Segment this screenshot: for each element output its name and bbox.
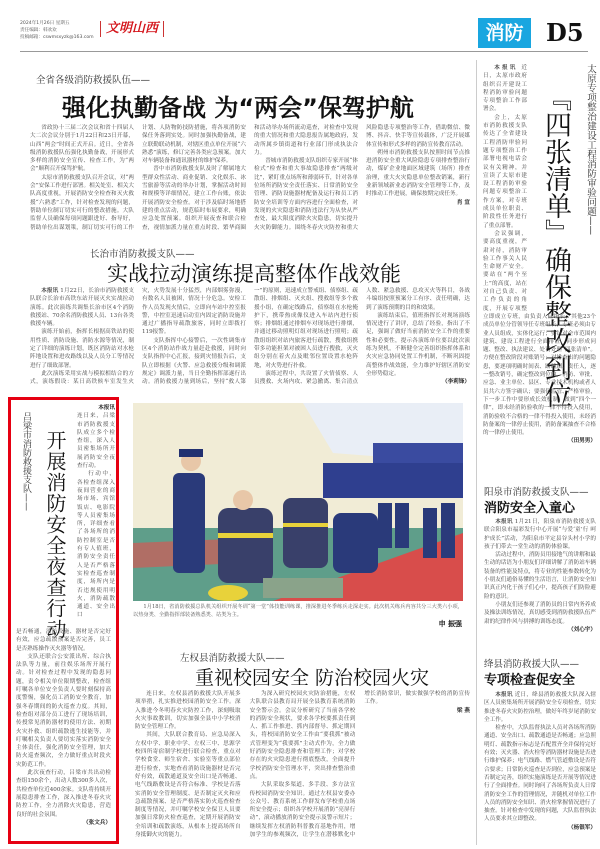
lead-tag: 本报讯 <box>495 692 513 698</box>
paragraph: 活动过程中，消防员用接地气的讲解和最生动的话语为小朋友们详细讲解了消防站车辆装备的性能及特点，将专业的性能参数转化为小朋友们通俗易懂的生活语言，让消防安全知识真正内化于孩子们心中，提高孩子们防险避险的意识。 <box>484 552 596 600</box>
lvliang-headline: 开展消防安全夜查行动 <box>43 430 67 640</box>
lead-tag: 本报讯 <box>494 65 518 71</box>
caption-text: 1月18日，省消防救援总队机关组织开展冬训“第一堂”体技能训练课，推深推进冬季练兵走深走实。此次机关练兵内容共分三大类六小项，以热身类、全勤指挥部装备熟悉类、站类为主。 <box>133 604 463 618</box>
paragraph: 晋中市消防救援支队及时了解属地大型群众性活动、商业促销、文化娱乐、冰雪旅游等活动的举办计划，掌握活动时间和规模等详细情况，建立工作台账，依法开展消防安全检查。对于涉及临时场地搭建的重点活动，规范临时布展要求，明确应急处置预案。组织开展夜查和联合检查，视情加派力量在重点时段、繁华商圈和活动举办场所流动巡查，对检查中发现的重大情况和重大隐患报告属地政府，发动所属乡镇街道和行业部门形成执法合力。 <box>142 125 358 231</box>
firefighter-training-image <box>133 403 463 601</box>
paragraph: 近日，绛县消防救援大队深入辖区人员密集场所开展消防安全专项检查，切实推进冬春火灾防控治理，做好年终岁尾消防安全工作。 <box>484 692 596 723</box>
jiangxian-headline: 专项检查促安全 <box>484 673 576 688</box>
paragraph: 此次夜查行动，吕梁市共出动检查组150余个，出动人数300多人次，共检查单位近400余家。支队将持续开展隐患排查工作，深入推进冬春火灾防控工作，全力消除火灾隐患，营造良好的社会氛围。 <box>16 770 111 818</box>
header-rule <box>20 51 588 52</box>
newspaper-logo: 文明山西 <box>100 21 164 37</box>
paragraph: 此次演练采用实战与模拟相结合的方式，演练假设：某日高铁候车室发生火灾，火势发展十分猛烈，内部烟雾弥漫，有数名人员被困，情况十分危急。安检工作人员发现火情后，立即向车站中控室报警，中控室迅速启动室内固定消防设施并通过广播指导疏散旅客，同时立即拨打119报警。 <box>30 288 246 386</box>
changzhi-headline: 实战拉动演练提高整体作战效能 <box>107 262 401 286</box>
paragraph: 1月21日，阳泉市消防救援支队联合阳泉市福彩发行中心开展“与爱‘童’行 呵护成长”活动，为阳泉市平定县谷头村小学的孩子们带去一堂生动的消防体验课。 <box>484 519 596 550</box>
byline: （张文兵） <box>83 819 111 826</box>
jiangxian-kicker: 绛县消防救援大队—— <box>484 659 580 670</box>
paragraph: 演练过程中，共设置了火情侦察、人员搜救、火场内攻、紧急撤离、集合清点人数、紧急救援、总攻灭火等科目，各战斗编组按照预案分工有序、责任明确，达到了演练预期的目的和效果。 <box>254 288 470 386</box>
byline: （李莉锋） <box>442 379 470 386</box>
lead-tag: 本报讯 <box>495 519 513 525</box>
paragraph: 大队采取多渠道、多手段、多方法宣传校园消防安全知识。通过左权县安委办公众号、教育系统工作群发布学校重点场所安全提示；组织各学校开展消防“亮屏行动”，滚动播放消防安全提示及警示短片；继续发挥左权消防科普教育基地作用，增加学生的参观频次，让学生在潜移默化中增长消防常识，做实做强学校的消防宣传工作。 <box>249 691 470 839</box>
paragraph: 连日来，左权县消防救援大队开展多项举措，扎实推进校园消防安全工作。深入推进今冬明春火灾防控工作，深刻吸取火灾事故教训，切实加强全县中小学校消防安全管理工作。 <box>135 691 241 731</box>
column-divider <box>476 60 477 845</box>
taiyuan-kicker: 太原专项整治建设工程消防审验问题—— <box>585 64 596 235</box>
editor-credit: 责任编辑：韩欢欢 <box>20 28 57 33</box>
section-label: 消防 <box>478 18 531 48</box>
lvliang-article-box <box>8 397 119 844</box>
zuoquan-headline: 重视校园安全 防治校园火灾 <box>195 667 430 689</box>
lvliang-wide-body <box>16 628 111 840</box>
paragraph: 行动中，各检查组深入夜间营业的商场市场、宾馆饭店、电影院等人员密集场所，详细查看了各场所的消防控制室是否有专人值班，消防安全责任人是否严格落实检查巡查制度，场所内是否违规使用明火，消防疏散通道、安全出口 <box>77 471 115 619</box>
paragraph: 太原市消防救援支队召开会议，对“两会”安保工作进行部署。相关处室、相关大队高度重视，开展消防安全检查和灭火救援“六熟悉”工作，针对检查发现的问题，帮助单位制订切实可行的整改措施。大队监督人员确保每项问题跟进好、指导好，帮助单位出谋划策，制订切实可行的工作计划、人防物防技防措施，将各项消防安保任务落到实处。同时加强执勤备战，建立联勤联动机制，对辖区重点单位开展“六熟悉”演练，修订完善各类应急预案。加大对车辆装备和通讯器材的维护保养。 <box>30 125 246 231</box>
paragraph: 为深入研究校园火灾防治措施，左权大队联合县教育局开展全县教育系统消防安全警示会。会议分析研究了当前各学校的消防安全现状，要求各学校要抓责任到人、抓工作推进、抓内部督导、抓定期回头，将校园消防安全工作由“要我抓”被动式管理变为“我要抓”主动式作为，全力做好消防安全隐患排查和管理工作；对学校存在的火灾隐患进行彻底整改，全面提升学校消防安全管理水平，突出排查整治重点。 <box>249 691 356 780</box>
paragraph: 支队指挥中心接警后，一次性调集市区4个消防站作战力量赶赴救援，同时向支队指挥中心汇报，接到灾情报告后，支队立即根据《火警、应急救援分级和调派规定》调派力量，当日全勤指挥部遂行出动。消防救援力量到场后，坚持“救人第一”的原则，迅速成立警戒组、侦察组、疏散组、排烟组、灭火组、搜救组等多个救援小组，在确定线路后，侦察组在水枪掩护下，携带热成像仪进入车站内进行侦察；排烟组通过排烟车对现场进行排烟，并通过移动照明灯组对现场进行照明；疏散组组织对站内旅客进行疏散，搜救组携带多功能担架对被困人员进行搜救，灭火组分别在着火点及毗邻位置设置水枪阵地，对火势进行扑救。 <box>142 288 358 386</box>
paragraph: 会议强调，要高度重视，严肃对待，消防审验工作事关人民生命财产安全。要站在“两个至上”的高度，站在对自己负责、对工作负责的角度，开展专项整 <box>483 230 527 312</box>
changzhi-kicker: 长治市消防救援支队—— <box>90 249 195 260</box>
lead-kicker: 全省各级消防救援队伍—— <box>36 75 151 86</box>
paragraph: 其间，大队联合教育局、应急局深入左权中学、职业中学、左权三中、思源学校四所寄宿制学校进行联合检查，重点对学校食堂、师生宿舍、实验室等重点部位进行检查，实地查看消防设施器材是否完好有效，疏散通道及安全出口是否畅通、电气线路敷设是否符合标准、学校是否落实消防安全管理制度、是否制定灭火和应急疏散预案、是否严格落实防火巡查检查制度等情况，并叮嘱学校安全保卫人员要加强日常防火检查巡查，定期开展消防安全培训和疏散演练，从根本上提高场所自身抵御火灾的能力。 <box>135 732 241 839</box>
byline: （田男男） <box>568 438 596 445</box>
taiyuan-headline: 『四张清单』确保整改到位 <box>540 84 571 408</box>
paragraph: 演练结束后，值班指挥长对现场演练情况进行了讲评，总结了经验，指出了不足，强调了做好当前消防安全工作的重要性和必要性，提示各演练单位要以此次演练为契机，不断健全完善组织指挥体系和火灾应急协同处置工作机制，不断巩固提高整体作战效能，全力维护好辖区消防安全形势稳定。 <box>366 312 470 377</box>
paragraph: 1月22日，长治市消防救援支队联合长治市高铁东站开展灭火实战拉动演练。此次演练共调集长治市区4个消防救援站、70余名消防救援人员、13台各类救援车辆。 <box>30 288 134 328</box>
masthead-info <box>20 20 94 41</box>
jiangxian-body <box>484 691 596 833</box>
paragraph: 连日来，吕梁市消防救援支队成立多个检查组，深入人员密集场所开展消防安全夜查行动。 <box>77 413 115 470</box>
paragraph: 支队还联合公安派出所、综合执法队等力量，前往娱乐场所开展行动。针对检查过程中发现的隐患问题，责令相关单位限期整改，检查组叮嘱各单位安全负责人要时刻保持高度警惕，强化员工消防安全教育，加强冬春期间的防火巡查力度。其间，检查组对部分员工进行了现场培训，传授常见消防器材的使用方法、初期火灾扑救、组织疏散逃生技能等，并叮嘱相关负责人要切实落实消防安全主体责任，强化消防安全管理，加大防火巡查频次，全力做好重点时段火灾防范工作。 <box>16 653 111 768</box>
lvliang-kicker: 吕梁市消防救援支队—— <box>21 412 31 511</box>
yangquan-headline: 消防安全入童心 <box>484 501 576 516</box>
photo-caption <box>133 604 463 619</box>
lead-tag: 本报讯 <box>41 288 59 294</box>
taiyuan-wide-body <box>483 313 596 461</box>
yangquan-kicker: 阳泉市消防救援支队—— <box>484 487 589 498</box>
zuoquan-body <box>135 690 470 845</box>
paragraph: 晋城市消防救援支队组织专家开展“体检式”检查和重大事故隐患排查“两级对比”，紧盯重点场所和薄弱环节，针对各单位场所消防安全责任落实、日常消防安全管理、消防设施器材配备及运行和员工消防安全培训等方面内容进行全面检查，对发现的火灾隐患和消防违法行为从快从严查处，最大限度消除火灾隐患，切实提升火灾防御能力。围绕冬春火灾防控和重大风险隐患专项整治等工作，借助微信、微博、抖音、快手等宣传载体，广泛开展媒体宣传和形式多样的消防宣传教育活动。 <box>254 125 470 231</box>
issue-date: 2024年1月26日 星期五 <box>20 21 70 26</box>
lead-tag: 本报讯 <box>98 405 115 411</box>
lvliang-narrow-body <box>77 404 115 626</box>
submission-email: 投稿邮箱：cswmsxyzk@163.com <box>20 35 94 40</box>
byline: 肖 宣 <box>456 199 470 206</box>
paragraph: 会上，太原市消防救援支队传达了全省建设工程消防审验问题专项整治工作部署电视电话会议有关精神，并宣读了太原市建设工程消防审验问题专项整治工作方案，对专班成员单位职责、阶段性任务进行了重点部署。 <box>483 114 527 229</box>
byline: （刘心宇） <box>568 626 596 633</box>
lead-headline: 强化执勤备战 为“两会”保驾护航 <box>62 94 414 122</box>
paragraph: 省政协十三届二次会议和省十四届人大二次会议分别于1月22日和23日开幕，山西“两会”时间正式开启。近日，全省各级消防救援队伍强化执勤备战，开展形式多样的消防安全宣传、检查工作，为“两会”顺利召开保驾护航。 <box>30 125 134 173</box>
taiyuan-narrow-body <box>483 64 527 312</box>
paragraph: 朔州市消防救援支队按照时间节点推进消防安全重大风险隐患专项排查整治行动，煤矿企业地面区域建筑（场所）排查治理，重大火灾隐患单位整改销案，新行业新领域新业态消防安全管理等工作，及时推动工作进展，确保按期完成任务。 <box>366 149 470 198</box>
byline: （杨银军） <box>568 824 596 831</box>
paragraph: 是否畅通，消防设施、器材是否完好有效，应急疏散预案是否完善，员工是否熟练操作灭火器等情况。 <box>16 629 111 652</box>
zuoquan-kicker: 左权县消防救援大队—— <box>180 653 285 664</box>
lead-body <box>30 124 470 240</box>
yangquan-body <box>484 518 596 642</box>
photo-credit: 申 振强 <box>438 619 462 628</box>
page-number: D5 <box>546 18 584 47</box>
byline: 梁 燕 <box>456 707 470 714</box>
training-photo <box>133 403 463 601</box>
changzhi-body <box>30 287 470 387</box>
paragraph: 立即成立专班，由负责人任组长，其他23个成员单位分管领导任专班组长，专班必须由专业人员组成，实体化运行；要针对全市范围内建筑、建设工程进行全面排查，同步形成问题、整改、执法建议、处罚处理“四张清单”。方便在整改阶段对账销号；对排查出的问题隐患，要逐项明确时间表、路线图、责任人，逐一整改销号，确定整改到位的，消防、审批、应急、业主单位、县区、专业技术机构或者人员共六方签字确认；要强化监管、严格审验，下一步工作中要形成长效机制，做到“四个一律”，即未经消防验收的一律不得投入使用，消防验收不合格的一律不得投入使用，未经消防备案的一律停止使用，消防备案抽查不合格的一律停止使用。 <box>483 314 596 437</box>
paragraph: 近日，太原市政府组织召开建设工程消防审验问题专项整治工作部署会。 <box>483 65 527 113</box>
paragraph: 检查中，大队监督执法人员对各场所消防通道、安全出口、疏散通道是否畅通；应急照明灯、疏散指示标志是否配置齐全并保持完好有效；灭火器、消火栓等消防器材设施是否进行维护保养；电气线路、燃气管道敷设是否符合要求；日常防火巡查是否到位，应急预案是否制定完善，组织实施演练是否开展等情况进行了全面排查。同时询问了各场所负责人日常消防安全工作的管理情况，并随机对单位工作人员的消防安全知识、消火栓掌握情况进行了抽查。针对检查中发现的问题，大队监督执法人员要求其立即整改。 <box>484 725 596 823</box>
paragraph: 演练开始前，指挥长根据高铁站的使用性质、消防设施、消防水源等情况，制定了详细的演练计划，既区消防站对水枪阵地设置和进攻路线以及人员分工等情况进行了细致部署。 <box>30 329 134 369</box>
paragraph: 小朋友们还参观了消防员的日常内务养成及操法训练情况，真切感受到消防救援队伍严肃的纪律作风与拼搏的训练态度。 <box>484 601 596 625</box>
